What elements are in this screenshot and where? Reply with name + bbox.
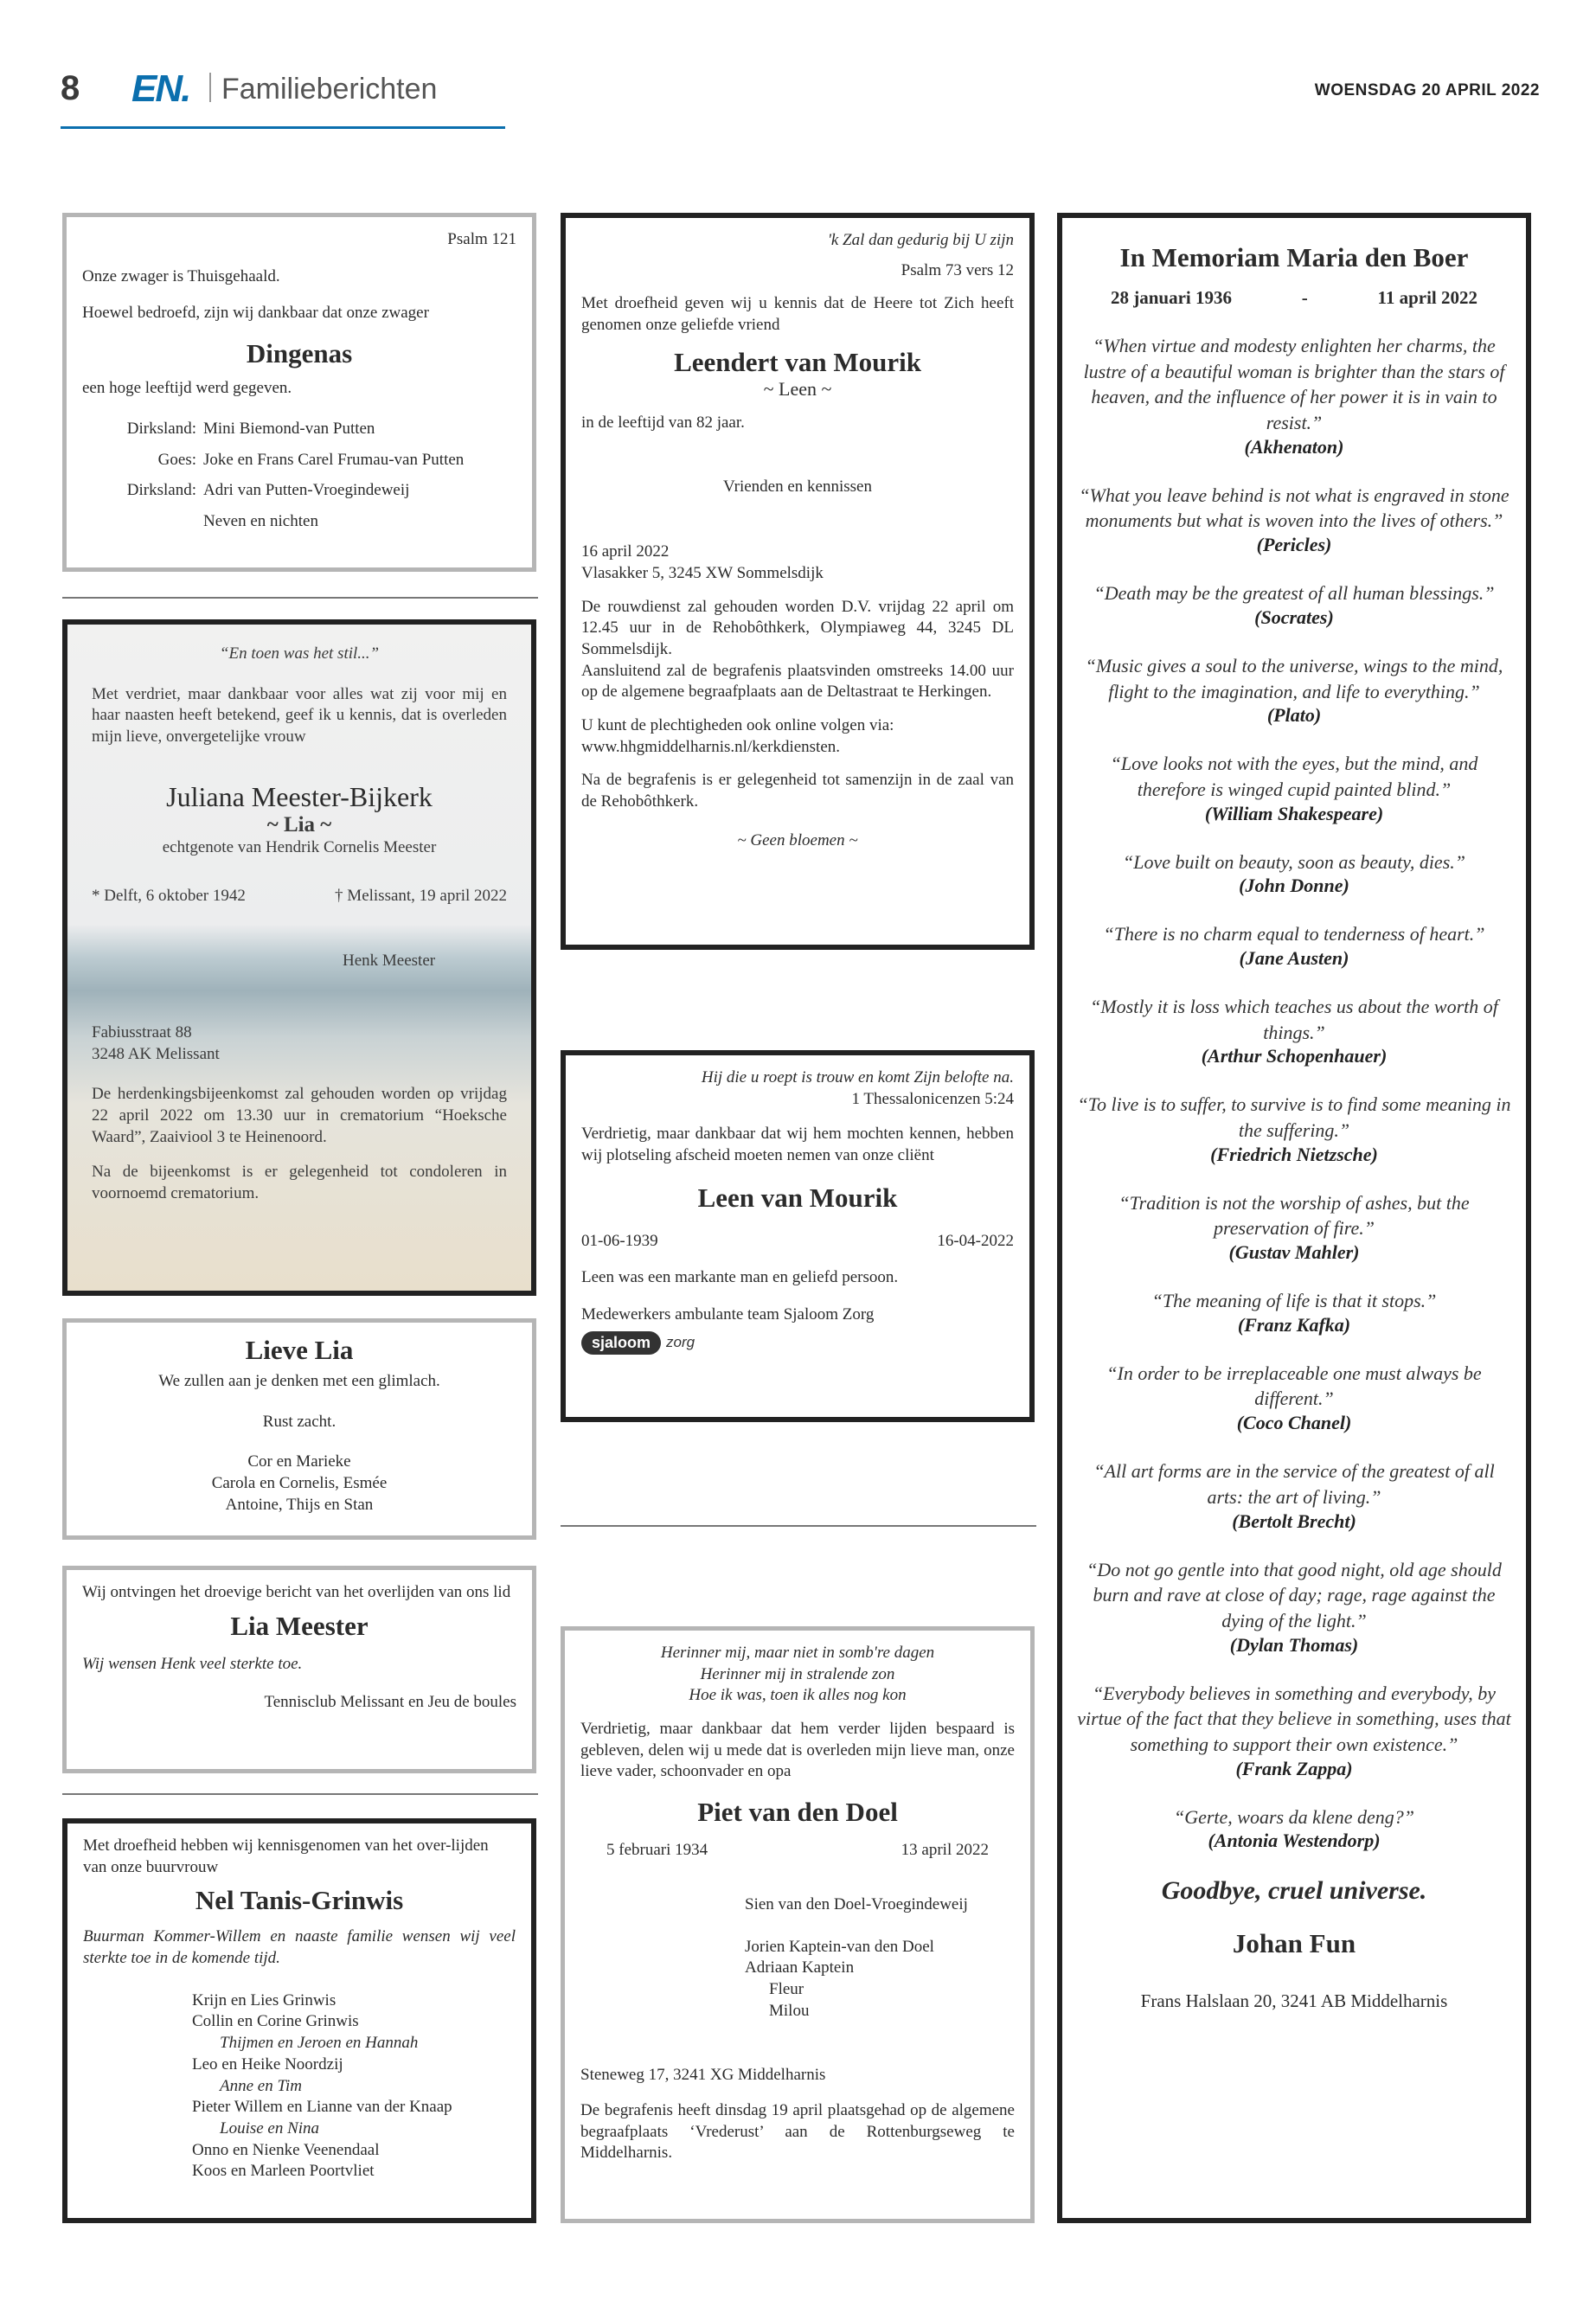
family-names: Adri van Putten-Vroegindeweij <box>203 481 410 500</box>
notice-line: Hoewel bedroefd, zijn wij dankbaar dat onze zwager <box>82 304 429 323</box>
quote-text: “Love looks not with the eyes, but the mind, and therefore is winged cupid painted blind.” <box>1110 753 1478 800</box>
notice-line: een hoge leeftijd werd gegeven. <box>82 379 292 398</box>
quote-author: (Arthur Schopenhauer) <box>1201 1045 1388 1067</box>
family-names: Mini Biemond-van Putten <box>203 419 375 438</box>
quote-author: (John Donne) <box>1239 875 1349 897</box>
notice-piet <box>561 1626 1035 2223</box>
quote-author: (Antonia Westendorp) <box>1208 1830 1381 1852</box>
nickname: ~ Lia ~ <box>266 812 332 836</box>
signature: Vrienden en kennissen <box>723 478 872 497</box>
signature: Medewerkers ambulante team Sjaloom Zorg <box>581 1305 875 1324</box>
notice-leendert <box>561 213 1035 950</box>
quote-text: “Everybody believes in something and everybody, by virtue of the fact that they believe in something, uses that something to support their own existence.” <box>1077 1682 1511 1755</box>
notice-lia-meester <box>62 1566 536 1773</box>
notice-line: Buurman Kommer-Willem en naaste familie wensen wij veel sterkte toe in de komende tijd. <box>83 1927 516 1968</box>
birth-date: 28 januari 1936 <box>1111 287 1233 308</box>
date-separator: - <box>1301 287 1308 308</box>
en-logo[interactable]: EN. <box>131 67 190 110</box>
notice-dingenas <box>62 213 536 572</box>
family-item: Pieter Willem en Lianne van der Knaap <box>192 2098 452 2117</box>
quote-author: (Frank Zappa) <box>1235 1757 1353 1779</box>
quote-author: (Bertolt Brecht) <box>1232 1509 1356 1532</box>
signature: Antoine, Thijs en Stan <box>225 1495 374 1514</box>
quote-author: (William Shakespeare) <box>1204 802 1384 824</box>
header-rule <box>61 126 505 129</box>
deceased-name: Lia Meester <box>230 1610 369 1641</box>
page-header <box>61 61 1540 130</box>
family-item: Louise en Nina <box>220 2118 320 2138</box>
family-place: Dirksland: <box>126 419 196 438</box>
family-list <box>83 1990 516 2182</box>
quote-author: (Franz Kafka) <box>1237 1313 1351 1336</box>
birth-date: 01-06-1939 <box>581 1231 658 1250</box>
deceased-name: Leen van Mourik <box>697 1182 898 1213</box>
notice-date: 16 april 2022 <box>581 542 670 561</box>
notice-intro: Met droefheid hebben wij kennisgenomen van het over-lijden van onze buurvrouw <box>83 1836 489 1876</box>
family-place: Dirksland: <box>126 481 196 500</box>
quote-text: “When virtue and modesty enlighten her charms, the lustre of a beautiful woman is brighter than the stars of heaven, and the influence of her power it is in vain to resist.” <box>1083 335 1505 434</box>
sjaloom-logo-suffix: zorg <box>666 1334 695 1351</box>
quote-list <box>1076 333 1512 1852</box>
notice-intro: Met droefheid geven wij u kennis dat de Heere tot Zich heeft genomen onze geliefde vriend <box>581 294 1014 335</box>
address-line: Frans Halslaan 20, 3241 AB Middelharnis <box>1140 1990 1448 2012</box>
notice-intro: Verdrietig, maar dankbaar dat hem verder lijden bespaard is gebleven, delen wij u mede dat is overleden mijn lieve man, onze lieve vader, schoonvader en opa <box>580 1720 1015 1781</box>
notice-intro: Verdrietig, maar dankbaar dat wij hem mochten kennen, hebben wij plotseling afscheid moeten nemen van onze cliënt <box>581 1125 1014 1165</box>
signature: Cor en Marieke <box>247 1452 351 1471</box>
verse-ref: Psalm 73 vers 12 <box>901 260 1014 279</box>
family-item: Fleur <box>769 1979 804 1998</box>
quote-text: “To live is to suffer, to survive is to find some meaning in the suffering.” <box>1077 1093 1511 1141</box>
family-place <box>82 511 203 532</box>
quote-author: (Pericles) <box>1256 534 1332 556</box>
family-row <box>82 480 516 501</box>
family-list <box>82 419 516 532</box>
quote-text: “Love built on beauty, soon as beauty, dies.” <box>1123 850 1465 873</box>
notice-intro: Met verdriet, maar dankbaar voor alles wat zij voor mij en haar naasten heeft betekend, geef ik u kennis, dat is overleden mijn lieve, onvergetelijke vrouw <box>92 684 507 747</box>
stream-link[interactable]: www.hhgmiddelharnis.nl/kerkdiensten. <box>581 737 841 756</box>
verse: Herinner mij, maar niet in somb're dagen <box>660 1644 935 1662</box>
notice-paragraph: De rouwdienst zal gehouden worden D.V. vrijdag 22 april om 12.45 uur in de Rehobôthkerk, Olympiaweg 44, 3245 DL Sommelsdijk. <box>581 597 1014 658</box>
notice-paragraph: De herdenkingsbijeenkomst zal gehouden worden op vrijdag 22 april 2022 om 13.30 uur in crematorium “Hoeksche Waard”, Zaaiviool 3 te Heinenoord. <box>92 1085 507 1146</box>
death-date: 11 april 2022 <box>1377 287 1477 308</box>
quote-author: (Dylan Thomas) <box>1229 1633 1359 1656</box>
notice-intro: Wij ontvingen het droevige bericht van het overlijden van ons lid <box>82 1583 511 1601</box>
quote-text: “The meaning of life is that it stops.” <box>1151 1290 1437 1312</box>
family-list <box>580 1894 1015 2022</box>
family-names: Joke en Frans Carel Frumau-van Putten <box>203 450 465 469</box>
divider <box>209 73 211 102</box>
quote-text: “Death may be the greatest of all human blessings.” <box>1093 582 1495 605</box>
signature: Johan Fun <box>1232 1928 1356 1959</box>
notice-lieve-lia <box>62 1318 536 1540</box>
divider <box>62 597 538 599</box>
quote-text: “In order to be irreplaceable one must always be different.” <box>1106 1362 1482 1410</box>
notice-paragraph: Na de begrafenis is er gelegenheid tot samenzijn in de zaal van de Rehobôthkerk. <box>581 771 1014 811</box>
quote-author: (Socrates) <box>1254 606 1334 628</box>
signature: Henk Meester <box>343 952 436 971</box>
deceased-name: Dingenas <box>246 338 353 369</box>
death-date: 16-04-2022 <box>937 1231 1014 1250</box>
sjaloom-logo-text: sjaloom <box>581 1331 661 1355</box>
divider <box>62 1793 538 1795</box>
birth-date: * Delft, 6 oktober 1942 <box>92 887 246 906</box>
family-item: Sien van den Doel-Vroegindeweij <box>745 1894 968 1913</box>
life-dates <box>1076 287 1512 309</box>
farewell-line: Goodbye, cruel universe. <box>1161 1876 1427 1906</box>
signature: Tennisclub Melissant en Jeu de boules <box>264 1693 516 1712</box>
quote-author: (Plato) <box>1266 704 1322 727</box>
notice-title: In Memoriam Maria den Boer <box>1119 242 1469 272</box>
notice-paragraph: U kunt de plechtigheden ook online volgen via: <box>581 715 894 734</box>
section-title: Familieberichten <box>221 73 438 106</box>
notice-paragraph: Aansluitend zal de begrafenis plaatsvinden omstreeks 14.00 uur op de algemene begraafplaats aan de Deltastraat te Herkingen. <box>581 661 1014 702</box>
quote: “En toen was het stil...” <box>219 644 380 663</box>
notice-nel <box>62 1818 536 2223</box>
life-dates <box>580 1840 1015 1862</box>
birth-date: 5 februari 1934 <box>606 1841 708 1860</box>
quote-text: “There is no charm equal to tenderness of heart.” <box>1103 923 1485 945</box>
quote-author: (Gustav Mahler) <box>1228 1241 1360 1264</box>
nickname: ~ Leen ~ <box>763 377 832 400</box>
address-line: Vlasakker 5, 3245 XW Sommelsdijk <box>581 563 824 582</box>
family-item: Leo en Heike Noordzij <box>192 2054 343 2073</box>
notice-juliana <box>62 619 536 1296</box>
address-line: 3248 AK Melissant <box>92 1044 220 1063</box>
life-dates <box>581 1231 1014 1253</box>
notice-title: Lieve Lia <box>245 1335 354 1365</box>
address-line: Fabiusstraat 88 <box>92 1022 192 1042</box>
spouse-line: echtgenote van Hendrik Cornelis Meester <box>162 837 437 856</box>
family-row <box>82 511 516 532</box>
family-names: Neven en nichten <box>203 512 318 530</box>
quote-text: “What you leave behind is not what is engraved in stone monuments but what is woven into the lives of others.” <box>1079 484 1509 532</box>
signature: Carola en Cornelis, Esmée <box>211 1474 388 1493</box>
deceased-name: Nel Tanis-Grinwis <box>195 1885 404 1916</box>
deceased-name: Juliana Meester-Bijkerk <box>166 780 433 812</box>
notice-line: Leen was een markante man en geliefd persoon. <box>581 1268 899 1287</box>
verse-ref: 1 Thessalonicenzen 5:24 <box>851 1089 1014 1108</box>
deceased-name: Piet van den Doel <box>697 1797 898 1828</box>
no-flowers: ~ Geen bloemen ~ <box>737 830 858 849</box>
notice-memoriam <box>1057 213 1531 2223</box>
notice-line: in de leeftijd van 82 jaar. <box>581 413 745 432</box>
death-date: 13 april 2022 <box>901 1841 989 1860</box>
family-item: Milou <box>769 2001 810 2020</box>
verse: Herinner mij in stralende zon <box>700 1664 895 1683</box>
verse: 'k Zal dan gedurig bij U zijn <box>827 231 1014 249</box>
notice-paragraph: De begrafenis heeft dinsdag 19 april plaatsgehad op de algemene begraafplaats ‘Vrederust’ aan de Rottenburgseweg te Middelharnis. <box>580 2100 1015 2163</box>
quote-author: (Friedrich Nietzsche) <box>1210 1143 1378 1165</box>
divider <box>561 1525 1036 1527</box>
family-item: Krijn en Lies Grinwis <box>192 1990 337 2009</box>
family-item: Onno en Nienke Veenendaal <box>192 2140 380 2159</box>
family-row <box>82 419 516 439</box>
family-item: Koos en Marleen Poortvliet <box>192 2162 375 2181</box>
quote-text: “Music gives a soul to the universe, wings to the mind, flight to the imagination, and life to everything.” <box>1085 654 1503 702</box>
verse: Hij die u roept is trouw en komt Zijn belofte na. <box>701 1068 1014 1086</box>
quote-text: “Gerte, woars da klene deng?” <box>1173 1805 1415 1828</box>
notice-line: Wij wensen Henk veel sterkte toe. <box>82 1654 303 1673</box>
quote-author: (Jane Austen) <box>1239 946 1349 969</box>
notice-leen <box>561 1050 1035 1422</box>
quote-text: “Do not go gentle into that good night, old age should burn and rave at close of day; rage, rage against the dying of the light.” <box>1086 1558 1502 1631</box>
address-line: Steneweg 17, 3241 XG Middelharnis <box>580 2066 826 2085</box>
verse: Hoe ik was, toen ik alles nog kon <box>689 1686 907 1705</box>
page-number: 8 <box>61 69 80 107</box>
deceased-name: Leendert van Mourik <box>674 346 921 377</box>
notice-line: We zullen aan je denken met een glimlach. <box>158 1372 440 1390</box>
life-dates <box>92 886 507 907</box>
family-place: Goes: <box>157 450 196 469</box>
family-item: Thijmen en Jeroen en Hannah <box>220 2034 419 2053</box>
notice-line: Onze zwager is Thuisgehaald. <box>82 266 280 285</box>
quote-text: “Mostly it is loss which teaches us about the worth of things.” <box>1090 995 1498 1043</box>
family-item: Jorien Kaptein-van den Doel <box>745 1937 934 1956</box>
verse: Psalm 121 <box>447 230 516 248</box>
family-item: Collin en Corine Grinwis <box>192 2012 359 2031</box>
sjaloom-logo <box>581 1331 695 1355</box>
family-row <box>82 450 516 471</box>
quote-text: “Tradition is not the worship of ashes, but the preservation of fire.” <box>1118 1191 1470 1240</box>
notice-paragraph: Na de bijeenkomst is er gelegenheid tot condoleren in voornoemd crematorium. <box>92 1163 507 1202</box>
family-item: Adriaan Kaptein <box>745 1958 855 1977</box>
quote-author: (Akhenaton) <box>1244 435 1344 458</box>
quote-text: “All art forms are in the service of the greatest of all arts: the art of living.” <box>1093 1460 1495 1508</box>
notice-line: Rust zacht. <box>262 1412 337 1431</box>
issue-date: WOENSDAG 20 APRIL 2022 <box>1314 81 1540 99</box>
family-item: Anne en Tim <box>220 2076 302 2095</box>
death-date: † Melissant, 19 april 2022 <box>335 887 507 906</box>
quote-author: (Coco Chanel) <box>1236 1412 1352 1434</box>
